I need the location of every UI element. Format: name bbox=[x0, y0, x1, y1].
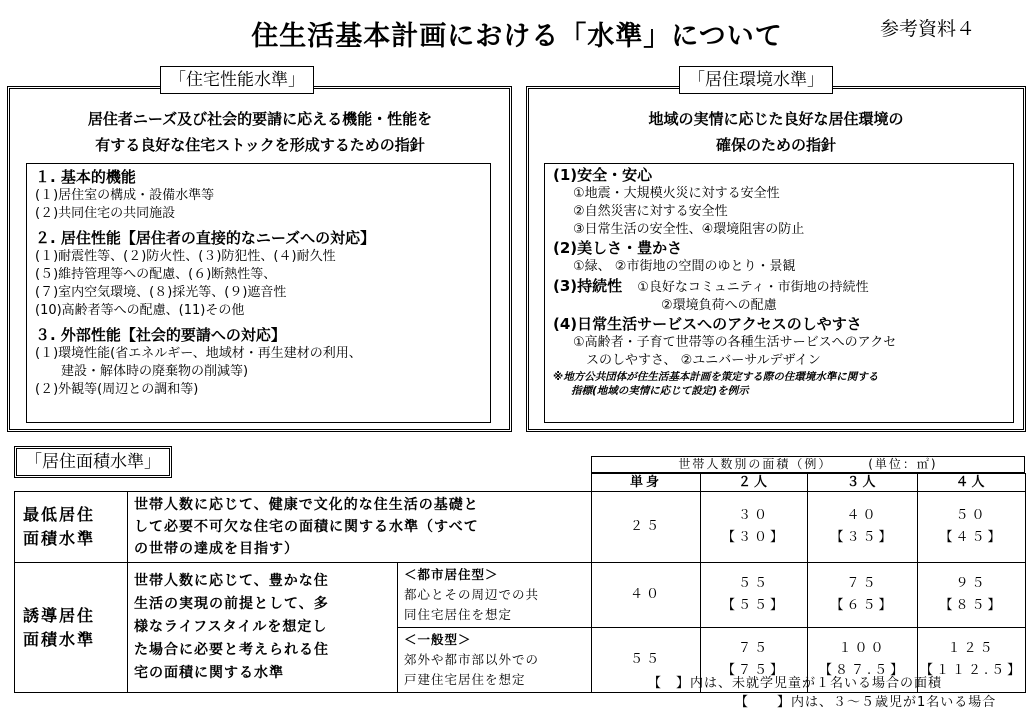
housing-performance-heading: 居住者ニーズ及び社会的要請に応える機能・性能を 有する良好な住宅ストックを形成するための指針 bbox=[87, 110, 433, 154]
list-item: 建設・解体時の廃棄物の削減等) bbox=[35, 364, 249, 379]
row-description: 世帯人数に応じて、健康で文化的な住生活の基礎と して必要不可欠な住宅の面積に関する水準（すべて の世帯の達成を目指す） bbox=[128, 492, 592, 563]
page-title: 住生活基本計画における「水準」について bbox=[251, 21, 783, 52]
type-cell-urban: ＜都市居住型＞ 都心とその周辺での共 同住宅居住を想定 bbox=[398, 563, 592, 628]
table-cell: ５０ 【４５】 bbox=[918, 492, 1026, 563]
housing-performance-list bbox=[26, 163, 491, 423]
table-row bbox=[15, 492, 1026, 563]
column-header: ２人 bbox=[701, 474, 808, 492]
list-item: スのしやすさ、 ②ユニバーサルデザイン bbox=[573, 353, 821, 368]
list-item: ①高齢者・子育て世帯等の各種生活サービスへのアクセ bbox=[573, 335, 897, 350]
table-caption: 世帯人数別の面積（例） (単位：㎡) bbox=[591, 456, 1025, 473]
list-item: (２)外観等(周辺との調和等) bbox=[35, 382, 199, 397]
table-cell: ３０ 【３０】 bbox=[701, 492, 808, 563]
list-item: (１)居住室の構成・設備水準等 bbox=[35, 188, 215, 203]
section-title: (1)安全・安心 bbox=[553, 166, 653, 184]
column-header: ４人 bbox=[918, 474, 1026, 492]
footnote: 【 】内は、３～５歳児が1名いる場合 bbox=[735, 695, 997, 710]
list-item: (10)高齢者等への配慮、(11)その他 bbox=[35, 303, 245, 318]
table-cell: ４０ bbox=[592, 563, 701, 628]
table-cell: ２５ bbox=[592, 492, 701, 563]
table-cell: １２５ 【１１２.５】 bbox=[918, 628, 1026, 693]
table-cell: ５５ bbox=[592, 628, 701, 693]
footnote: 【 】内は、未就学児童が１名いる場合の面積 bbox=[648, 676, 943, 691]
table-row bbox=[15, 563, 1026, 628]
list-item: ③日常生活の安全性、④環境阻害の防止 bbox=[573, 222, 805, 237]
list-item: ①緑、 ②市街地の空間のゆとり・景観 bbox=[573, 259, 796, 274]
table-cell: ５５ 【５５】 bbox=[701, 563, 808, 628]
list-item: ②自然災害に対する安全性 bbox=[573, 204, 728, 219]
reference-label: 参考資料４ bbox=[880, 18, 976, 40]
living-environment-list bbox=[544, 163, 1014, 423]
living-environment-tab: 「居住環境水準」 bbox=[679, 66, 833, 94]
housing-performance-tab: 「住宅性能水準」 bbox=[160, 66, 314, 94]
table-cell: １００ 【８７.５】 bbox=[808, 628, 918, 693]
table-cell: ７５ 【７５】 bbox=[701, 628, 808, 693]
list-item: ①良好なコミュニティ・市街地の持続性 bbox=[637, 280, 869, 295]
column-header: 単身 bbox=[592, 474, 701, 492]
note: ※地方公共団体が住生活基本計画を策定する際の住環境水準に関する bbox=[553, 371, 879, 383]
row-label: 誘導居住 面積水準 bbox=[15, 563, 128, 693]
list-item: (１)耐震性等、(２)防火性、(３)防犯性、(４)耐久性 bbox=[35, 249, 336, 264]
section-title: (4)日常生活サービスへのアクセスのしやすさ bbox=[553, 315, 862, 333]
section-title: (2)美しさ・豊かさ bbox=[553, 239, 683, 257]
type-cell-general: ＜一般型＞ 郊外や都市部以外での 戸建住宅居住を想定 bbox=[398, 628, 592, 693]
table-cell: ７５ 【６５】 bbox=[808, 563, 918, 628]
note: 指標(地域の実情に応じて設定)を例示 bbox=[571, 385, 749, 397]
table-cell: ９５ 【８５】 bbox=[918, 563, 1026, 628]
list-item: (１)環境性能(省エネルギー、地域材・再生建材の利用、 bbox=[35, 346, 362, 361]
living-area-table bbox=[14, 473, 1026, 693]
row-label: 最低居住 面積水準 bbox=[15, 492, 128, 563]
section-title: ３. 外部性能【社会的要請への対応】 bbox=[35, 326, 286, 344]
list-item: ①地震・大規模火災に対する安全性 bbox=[573, 186, 780, 201]
living-environment-heading: 地域の実情に応じた良好な居住環境の 確保のための指針 bbox=[648, 110, 904, 154]
list-item: ②環境負荷への配慮 bbox=[661, 298, 777, 313]
row-description: 世帯人数に応じて、豊かな住 生活の実現の前提として、多 様なライフスタイルを想定し た場合に必要と考えられる住 宅の面積に関する水準 bbox=[128, 563, 398, 693]
section-title: ２. 居住性能【居住者の直接的なニーズへの対応】 bbox=[35, 229, 376, 247]
list-item: (２)共同住宅の共同施設 bbox=[35, 206, 176, 221]
list-item: (７)室内空気環境、(８)採光等、(９)遮音性 bbox=[35, 285, 287, 300]
section-title: １. 基本的機能 bbox=[35, 168, 136, 186]
list-item: (５)維持管理等への配慮、(６)断熱性等、 bbox=[35, 267, 277, 282]
table-cell: ４０ 【３５】 bbox=[808, 492, 918, 563]
section-title: (3)持続性 bbox=[553, 277, 623, 295]
column-header: ３人 bbox=[808, 474, 918, 492]
living-area-tab: 「居住面積水準」 bbox=[14, 446, 172, 478]
section-sustainability bbox=[553, 276, 1005, 297]
